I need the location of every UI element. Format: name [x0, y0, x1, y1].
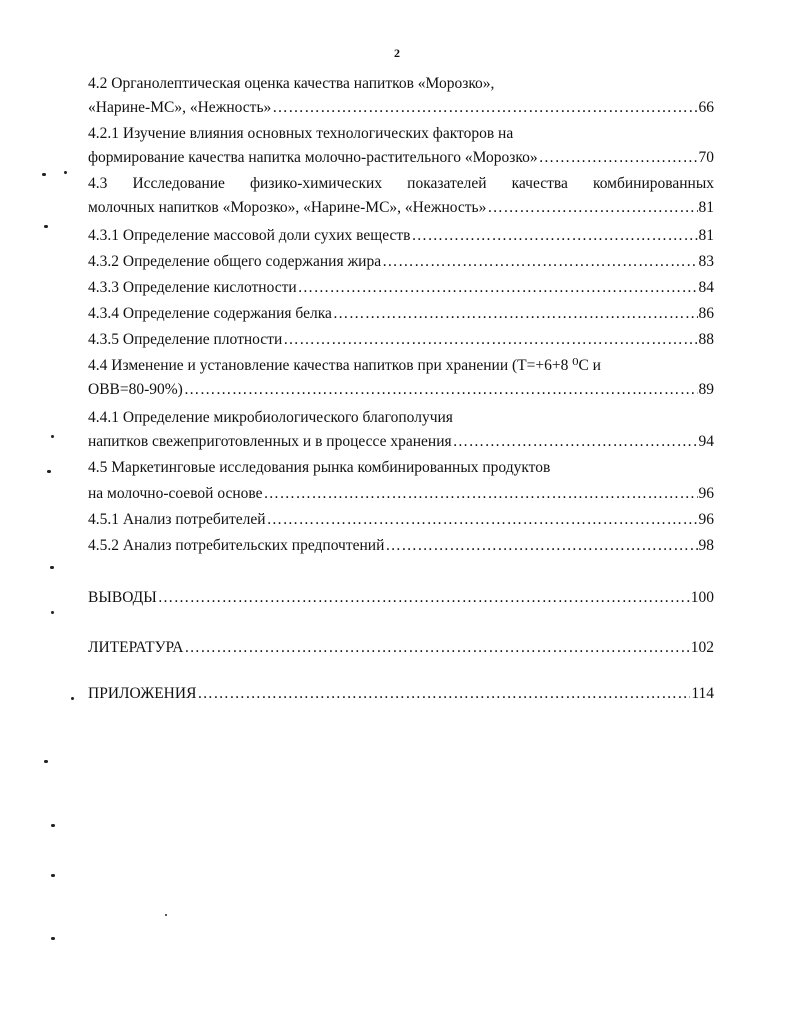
toc-page-number: 96 — [698, 485, 714, 502]
dot-leader — [158, 588, 690, 608]
toc-entry-4-5-line1: 4.5 Маркетинговые исследования рынка комбинированных продуктов — [88, 459, 551, 476]
dot-leader — [197, 684, 690, 704]
toc-entry-4-2-1[interactable] — [88, 148, 714, 168]
scan-speck — [51, 824, 55, 827]
scan-speck — [50, 566, 54, 569]
toc-entry-text: ЛИТЕРАТУРА — [88, 639, 184, 656]
dot-leader — [487, 198, 697, 218]
toc-entry-4-2-1-line1: 4.2.1 Изучение влияния основных технологических факторов на — [88, 125, 514, 142]
toc-entry-text: 4.5.2 Анализ потребительских предпочтений — [88, 537, 385, 554]
toc-entry-text: напитков свежеприготовленных и в процессе хранения — [88, 433, 452, 450]
scan-speck — [47, 470, 51, 473]
toc-entry-text: 4.3.1 Определение массовой доли сухих веществ — [88, 227, 411, 244]
toc-entry-4-4-1-line1: 4.4.1 Определение микробиологического благополучия — [88, 409, 453, 426]
toc-page-number: 94 — [698, 433, 714, 450]
dot-leader — [283, 330, 697, 350]
toc-entry-4-4-1[interactable] — [88, 432, 714, 452]
toc-entry-4-2[interactable] — [88, 98, 714, 118]
toc-entry-references[interactable] — [88, 638, 714, 658]
toc-entry-text: 4.5.1 Анализ потребителей — [88, 511, 266, 528]
scan-speck — [44, 225, 48, 228]
toc-page-number: 70 — [698, 149, 714, 166]
toc-page-number: 89 — [698, 381, 714, 398]
toc-entry-4-2-line1: 4.2 Органолептическая оценка качества напитков «Морозко», — [88, 75, 495, 92]
toc-entry-4-3-1[interactable] — [88, 226, 714, 246]
scan-speck — [71, 697, 74, 700]
dot-leader — [539, 148, 698, 168]
toc-page-number: 81 — [698, 227, 714, 244]
toc-entry-4-5[interactable] — [88, 484, 714, 504]
toc-entry-text: «Нарине-МС», «Нежность» — [88, 99, 272, 116]
dot-leader — [267, 510, 698, 530]
toc-entry-text: 4.3.4 Определение содержания белка — [88, 305, 332, 322]
toc-entry-text: молочных напитков «Морозко», «Нарине-МС», «Нежность» — [88, 199, 487, 216]
scan-speck — [44, 760, 48, 763]
page-number: 2 — [394, 46, 400, 60]
toc-page-number: 96 — [698, 511, 714, 528]
toc-entry-text: 4.3.5 Определение плотности — [88, 331, 283, 348]
toc-entry-4-4[interactable] — [88, 380, 714, 400]
toc-entry-4-3[interactable] — [88, 198, 714, 218]
toc-entry-text: формирование качества напитка молочно-растительного «Морозко» — [88, 149, 538, 166]
toc-page-number: 83 — [698, 253, 714, 270]
toc-page-number: 66 — [698, 99, 714, 116]
dot-leader — [264, 484, 698, 504]
toc-entry-text: на молочно-соевой основе — [88, 485, 263, 502]
toc-entry-4-3-3[interactable] — [88, 278, 714, 298]
dot-leader — [382, 252, 697, 272]
toc-entry-text: ОВВ=80-90%) — [88, 381, 183, 398]
toc-page-number: 86 — [698, 305, 714, 322]
toc-entry-4-5-2[interactable] — [88, 536, 714, 556]
toc-entry-4-3-4[interactable] — [88, 304, 714, 324]
toc-page-number: 84 — [698, 279, 714, 296]
toc-entry-4-5-1[interactable] — [88, 510, 714, 530]
toc-page-number: 114 — [691, 685, 714, 702]
scan-speck — [64, 171, 67, 174]
toc-entry-text: 4.3.3 Определение кислотности — [88, 279, 297, 296]
dot-leader — [333, 304, 698, 324]
toc-page-number: 81 — [698, 199, 714, 216]
toc-entry-4-3-5[interactable] — [88, 330, 714, 350]
toc-entry-text: ВЫВОДЫ — [88, 589, 157, 606]
toc-entry-conclusions[interactable] — [88, 588, 714, 608]
dot-leader — [184, 380, 698, 400]
dot-leader — [453, 432, 698, 452]
dot-leader — [272, 98, 697, 118]
scan-speck — [51, 611, 54, 614]
scan-speck — [42, 173, 46, 176]
dot-leader — [385, 536, 697, 556]
dot-leader — [298, 278, 698, 298]
scan-speck — [51, 874, 55, 877]
dot-leader — [184, 638, 689, 658]
toc-entry-4-3-2[interactable] — [88, 252, 714, 272]
scan-speck — [51, 937, 55, 940]
scan-speck — [51, 435, 54, 438]
toc-page-number: 102 — [690, 639, 714, 656]
toc-entry-4-4-line1: 4.4 Изменение и установление качества напитков при хранении (Т=+6+8 ⁰С и — [88, 357, 601, 374]
dot-leader — [411, 226, 697, 246]
toc-entry-4-3-line1: 4.3 Исследование физико-химических показателей качества комбинированных — [88, 175, 714, 192]
toc-entry-text: ПРИЛОЖЕНИЯ — [88, 685, 197, 702]
toc-page-number: 100 — [690, 589, 714, 606]
toc-page-number: 98 — [698, 537, 714, 554]
toc-page-number: 88 — [698, 331, 714, 348]
toc-entry-text: 4.3.2 Определение общего содержания жира — [88, 253, 382, 270]
scan-speck — [165, 914, 167, 916]
toc-entry-appendices[interactable] — [88, 684, 714, 704]
